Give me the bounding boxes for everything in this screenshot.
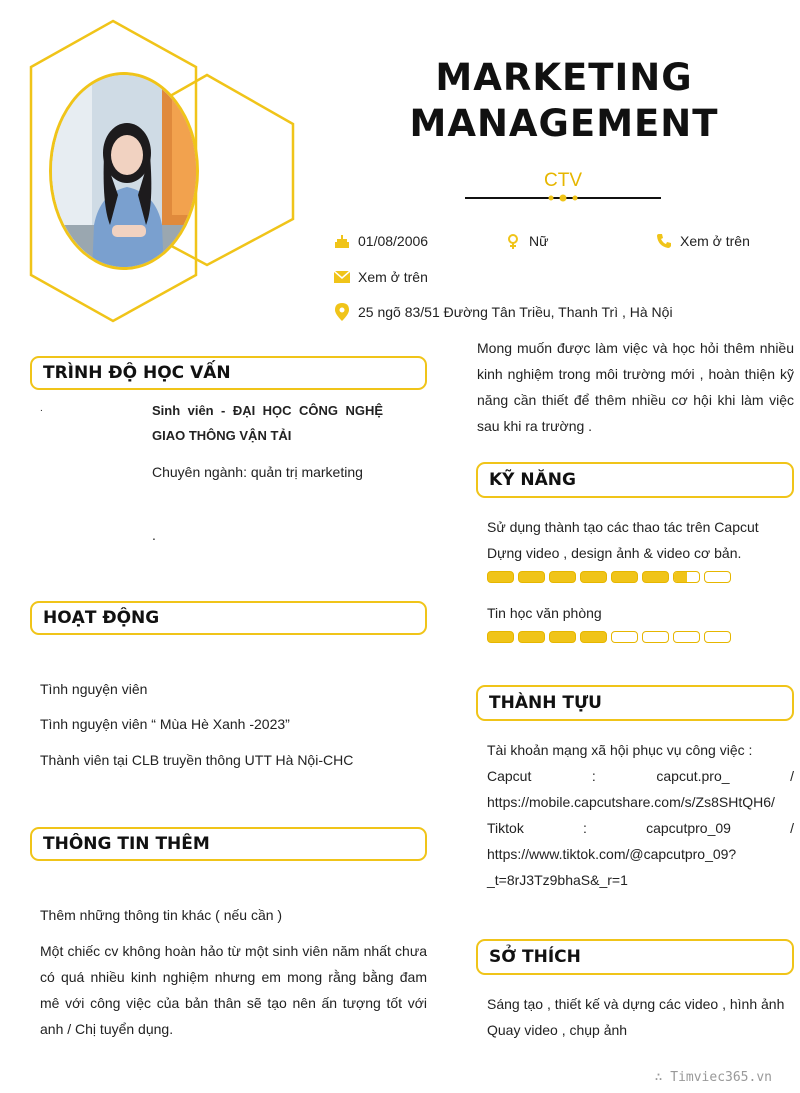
skill-level-segment	[518, 571, 545, 583]
skill-level-bar	[487, 571, 731, 583]
skill-level-segment	[580, 571, 607, 583]
skill-level-segment	[673, 571, 700, 583]
email-row	[334, 268, 428, 286]
cake-icon	[334, 232, 350, 250]
education-note: .	[152, 527, 156, 543]
achievement-capcut: Capcut : capcut.pro_ / https://mobile.capcutshare.com/s/Zs8SHtQH6/	[487, 768, 794, 810]
skill-name: Tin học văn phòng	[487, 605, 602, 621]
resume-title	[400, 55, 728, 147]
address-value: 25 ngõ 83/51 Đường Tân Triều, Thanh Trì , Hà Nội	[358, 304, 673, 320]
gender-value: Nữ	[529, 233, 549, 249]
gender-row	[505, 232, 548, 250]
birthday-value: 01/08/2006	[358, 233, 429, 249]
skill-level-segment	[580, 631, 607, 643]
education-school-line-2: GIAO THÔNG VẬN TẢI	[152, 428, 292, 443]
education-school-line-1: Sinh viên - ĐẠI HỌC CÔNG NGHỆ	[152, 403, 383, 418]
skill-level-segment	[549, 571, 576, 583]
hobby-line-1: Sáng tạo , thiết kế và dựng các video , hình ảnh	[487, 996, 785, 1012]
skill-name: Sử dụng thành tạo các thao tác trên Capcut Dựng video , design ảnh & video cơ bản.	[487, 519, 759, 561]
achievements-heading: THÀNH TỰU	[476, 685, 794, 721]
skill-level-segment	[673, 631, 700, 643]
map-pin-icon	[334, 303, 350, 321]
birthday-row	[334, 232, 428, 250]
address-row	[334, 303, 673, 321]
hobbies-heading: SỞ THÍCH	[476, 939, 794, 975]
title-line-2: MANAGEMENT	[409, 102, 719, 145]
education-heading: TRÌNH ĐỘ HỌC VẤN	[30, 356, 427, 390]
watermark: ∴ Timviec365.vn	[654, 1070, 772, 1085]
activity-item: Thành viên tại CLB truyền thông UTT Hà Nội-CHC	[40, 752, 354, 768]
career-objective: Mong muốn được làm việc và học hỏi thêm nhiều kinh nghiệm trong môi trường mới , hoàn thiện kỹ năng cần thiết để thêm nhiều cơ hội khi làm việc sau khi ra trường .	[477, 340, 794, 434]
skill-level-segment	[518, 631, 545, 643]
phone-row	[656, 232, 750, 250]
avatar	[49, 72, 199, 270]
phone-value: Xem ở trên	[680, 233, 750, 249]
education-time: .	[40, 403, 43, 414]
title-line-1: MARKETING	[435, 56, 693, 99]
position-divider	[465, 190, 661, 206]
extra-info-line-1: Thêm những thông tin khác ( nếu cần )	[40, 907, 283, 923]
achievement-tiktok: Tiktok : capcutpro_09 / https://www.tiktok.com/@capcutpro_09?_t=8rJ3Tz9bhaS&_r=1	[487, 820, 794, 888]
activity-item: Tình nguyện viên “ Mùa Hè Xanh -2023”	[40, 716, 290, 732]
skill-level-segment	[611, 631, 638, 643]
skill-level-segment	[642, 631, 669, 643]
skill-level-segment	[487, 571, 514, 583]
gender-icon	[505, 232, 521, 250]
hobby-line-2: Quay video , chụp ảnh	[487, 1022, 628, 1038]
skill-level-segment	[611, 571, 638, 583]
skill-level-segment	[704, 571, 731, 583]
extra-info-heading: THÔNG TIN THÊM	[30, 827, 427, 861]
activity-item: Tình nguyện viên	[40, 681, 148, 697]
extra-info-line-2: Một chiếc cv không hoàn hảo từ một sinh viên năm nhất chưa có quá nhiều kinh nghiệm nhưng em mong rằng bằng đam mê với công việc của bản thân sẽ tạo nên ấn tượng tốt với anh / Chị tuyển dụng.	[40, 943, 427, 1037]
skill-level-segment	[549, 631, 576, 643]
skill-level-segment	[704, 631, 731, 643]
skill-level-segment	[487, 631, 514, 643]
skill-level-bar	[487, 631, 731, 643]
position-label: CTV	[544, 170, 582, 191]
phone-icon	[656, 232, 672, 250]
skills-heading: KỸ NĂNG	[476, 462, 794, 498]
education-major: Chuyên ngành: quản trị marketing	[152, 464, 363, 480]
envelope-icon	[334, 268, 350, 286]
email-value: Xem ở trên	[358, 269, 428, 285]
achievements-intro: Tài khoản mạng xã hội phục vụ công việc :	[487, 742, 753, 758]
activities-heading: HOẠT ĐỘNG	[30, 601, 427, 635]
skill-level-segment	[642, 571, 669, 583]
